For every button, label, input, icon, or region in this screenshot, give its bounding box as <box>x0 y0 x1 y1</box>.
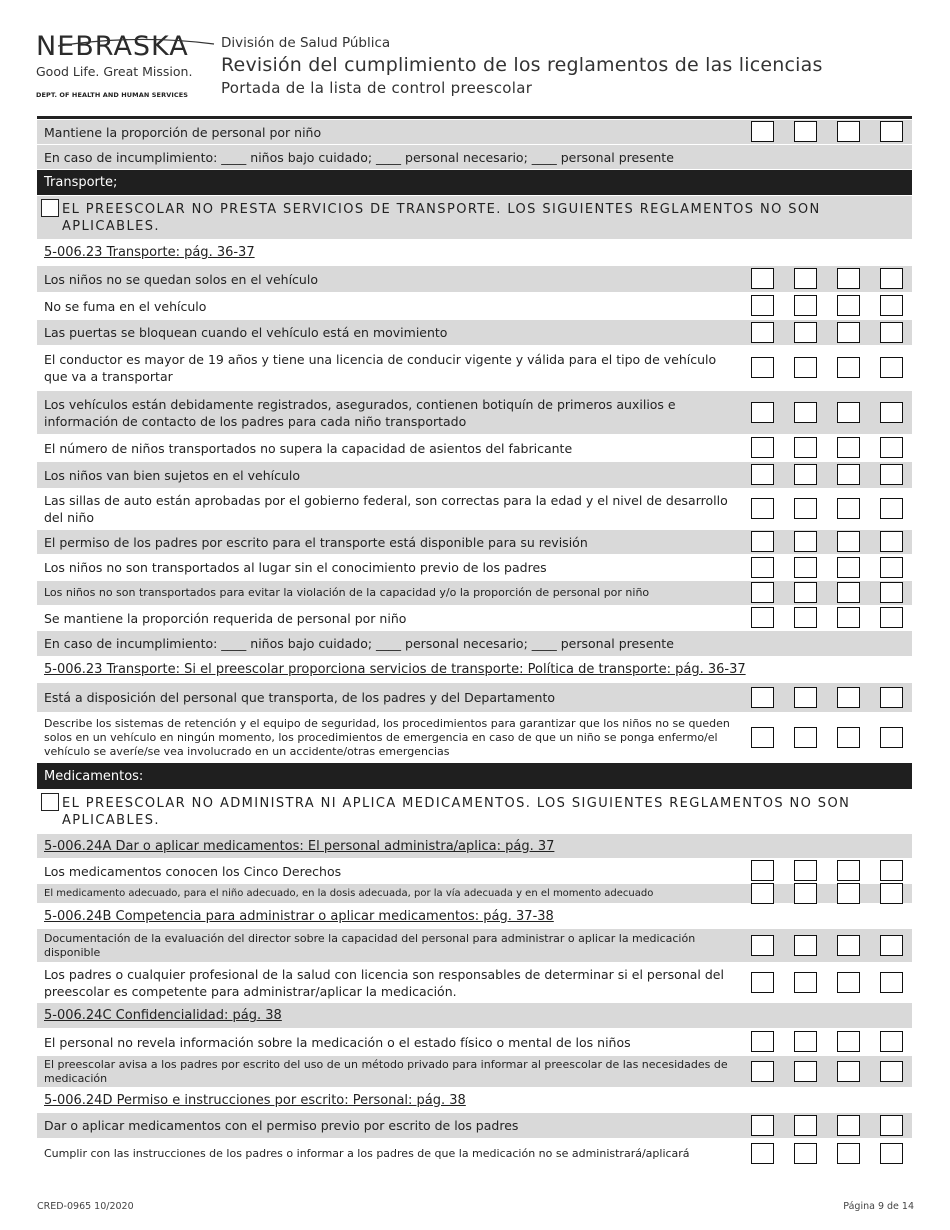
regulation-heading-row <box>37 834 912 859</box>
regulation-link[interactable]: 5-006.24A Dar o aplicar medicamentos: El personal administra/aplica: pág. 37 <box>44 838 555 854</box>
compliance-checkbox-1[interactable] <box>751 268 774 289</box>
compliance-checkbox-1[interactable] <box>751 1143 774 1164</box>
checklist-row <box>37 1029 912 1056</box>
checklist-row <box>37 884 912 904</box>
compliance-checkbox-3[interactable] <box>837 322 860 343</box>
checklist-row <box>37 391 912 435</box>
row-text: EL PREESCOLAR NO ADMINISTRA NI APLICA MEDICAMENTOS. LOS SIGUIENTES REGLAMENTOS NO SON APLICABLES. <box>62 795 851 828</box>
compliance-checkbox-2[interactable] <box>794 557 817 578</box>
compliance-checkbox-group <box>751 322 906 344</box>
compliance-checkbox-2[interactable] <box>794 531 817 552</box>
compliance-checkbox-1[interactable] <box>751 357 774 378</box>
compliance-checkbox-3[interactable] <box>837 402 860 423</box>
row-text: Las puertas se bloquean cuando el vehículo está en movimiento <box>44 325 448 340</box>
compliance-checkbox-1[interactable] <box>751 295 774 316</box>
checklist-row <box>37 963 912 1003</box>
document-header <box>221 34 823 98</box>
compliance-checkbox-3[interactable] <box>837 860 860 881</box>
compliance-checkbox-3[interactable] <box>837 1031 860 1052</box>
row-text: Mantiene la proporción de personal por niño <box>44 124 322 140</box>
checklist-row <box>37 859 912 884</box>
compliance-checkbox-1[interactable] <box>751 1115 774 1136</box>
compliance-checkbox-group <box>751 268 906 290</box>
compliance-checkbox-group <box>751 607 906 629</box>
row-text: Describe los sistemas de retención y el equipo de seguridad, los procedimientos para garantizar que los niños no se queden solos en un vehículo en ningún momento, los procedimientos de emergencia en caso de que un niño se ponga enfermo/el vehículo se averíe/se vea involucrado en un accidente/otras emergencias <box>44 716 730 758</box>
compliance-checkbox-1[interactable] <box>751 1061 774 1082</box>
compliance-checkbox-2[interactable] <box>794 582 817 603</box>
compliance-checkbox-group <box>751 582 906 604</box>
compliance-checkbox-3[interactable] <box>837 295 860 316</box>
compliance-checkbox-group <box>751 1115 906 1137</box>
row-text: Los medicamentos conocen los Cinco Derechos <box>44 863 342 879</box>
regulation-link[interactable]: 5-006.24B Competencia para administrar o aplicar medicamentos: pág. 37-38 <box>44 908 554 924</box>
checklist-row <box>37 1113 912 1139</box>
compliance-checkbox-4[interactable] <box>880 498 903 519</box>
compliance-checkbox-3[interactable] <box>837 464 860 485</box>
compliance-checkbox-3[interactable] <box>837 935 860 956</box>
compliance-checkbox-2[interactable] <box>794 121 817 142</box>
regulation-link[interactable]: 5-006.23 Transporte: Si el preescolar proporciona servicios de transporte: Política de transporte: pág. 36-37 <box>44 662 746 677</box>
compliance-checkbox-4[interactable] <box>880 727 903 748</box>
regulation-heading-row <box>37 240 912 266</box>
compliance-checkbox-3[interactable] <box>837 357 860 378</box>
row-text: El preescolar avisa a los padres por escrito del uso de un método privado para informar al preescolar de las necesidades de medicación <box>44 1057 728 1085</box>
compliance-checkbox-group <box>751 557 906 579</box>
regulation-link[interactable]: 5-006.23 Transporte: pág. 36-37 <box>44 245 255 260</box>
row-text: El medicamento adecuado, para el niño adecuado, en la dosis adecuada, por la vía adecuada y en el momento adecuado <box>44 888 654 899</box>
compliance-checkbox-4[interactable] <box>880 1115 903 1136</box>
compliance-checkbox-4[interactable] <box>880 607 903 628</box>
row-text: Las sillas de auto están aprobadas por el gobierno federal, son correctas para la edad y el nivel de desarrollo del niño <box>44 493 728 525</box>
compliance-checkbox-4[interactable] <box>880 322 903 343</box>
checklist-row <box>37 196 912 240</box>
compliance-checkbox-4[interactable] <box>880 687 903 708</box>
regulation-link[interactable]: 5-006.24C Confidencialidad: pág. 38 <box>44 1008 282 1023</box>
compliance-checkbox-4[interactable] <box>880 531 903 552</box>
checklist-row <box>37 1139 912 1170</box>
compliance-checkbox-2[interactable] <box>794 1115 817 1136</box>
checklist-row <box>37 713 912 763</box>
row-text: No se fuma en el vehículo <box>44 298 207 314</box>
regulation-heading-row <box>37 904 912 929</box>
compliance-checkbox-4[interactable] <box>880 1031 903 1052</box>
compliance-checkbox-2[interactable] <box>794 607 817 628</box>
compliance-checkbox-group <box>751 972 906 994</box>
row-text: Transporte; <box>44 175 118 190</box>
checklist-row <box>37 581 912 606</box>
compliance-checkbox-1[interactable] <box>751 860 774 881</box>
compliance-checkbox-1[interactable] <box>751 402 774 423</box>
row-text: Medicamentos: <box>44 768 144 784</box>
checklist-row <box>37 266 912 293</box>
compliance-checkbox-3[interactable] <box>837 1061 860 1082</box>
compliance-checkbox-group <box>751 883 906 905</box>
compliance-checkbox-3[interactable] <box>837 1115 860 1136</box>
compliance-checkbox-2[interactable] <box>794 1061 817 1082</box>
compliance-checkbox-group <box>751 687 906 709</box>
not-applicable-checkbox[interactable] <box>41 199 59 217</box>
checklist-row <box>37 929 912 963</box>
compliance-checkbox-4[interactable] <box>880 121 903 142</box>
compliance-checkbox-3[interactable] <box>837 268 860 289</box>
compliance-checkbox-4[interactable] <box>880 883 903 904</box>
row-text: Se mantiene la proporción requerida de personal por niño <box>44 610 407 626</box>
compliance-checkbox-2[interactable] <box>794 464 817 485</box>
row-text: EL PREESCOLAR NO PRESTA SERVICIOS DE TRANSPORTE. LOS SIGUIENTES REGLAMENTOS NO SON APLICABLES. <box>62 201 821 234</box>
row-text: Cumplir con las instrucciones de los padres o informar a los padres de que la medicación no se administrará/aplicará <box>44 1147 690 1160</box>
compliance-checkbox-4[interactable] <box>880 268 903 289</box>
compliance-checkbox-group <box>751 357 906 379</box>
logo-tagline: Good Life. Great Mission. <box>36 64 193 79</box>
compliance-checkbox-1[interactable] <box>751 557 774 578</box>
compliance-checkbox-4[interactable] <box>880 582 903 603</box>
compliance-checkbox-group <box>751 1061 906 1083</box>
compliance-checkbox-2[interactable] <box>794 402 817 423</box>
compliance-checkbox-1[interactable] <box>751 935 774 956</box>
compliance-checkbox-1[interactable] <box>751 437 774 458</box>
compliance-checkbox-1[interactable] <box>751 322 774 343</box>
checklist-row <box>37 489 912 530</box>
checklist-row <box>37 530 912 555</box>
compliance-checkbox-4[interactable] <box>880 935 903 956</box>
compliance-checkbox-group <box>751 464 906 486</box>
compliance-checkbox-4[interactable] <box>880 972 903 993</box>
compliance-checkbox-4[interactable] <box>880 860 903 881</box>
compliance-checkbox-1[interactable] <box>751 607 774 628</box>
compliance-checkbox-2[interactable] <box>794 1143 817 1164</box>
compliance-checkbox-1[interactable] <box>751 464 774 485</box>
compliance-checkbox-3[interactable] <box>837 687 860 708</box>
checklist-row <box>37 606 912 631</box>
division-name: División de Salud Pública <box>221 35 391 51</box>
compliance-checkbox-group <box>751 1031 906 1053</box>
checklist-row <box>37 435 912 462</box>
logo-department: DEPT. OF HEALTH AND HUMAN SERVICES <box>36 91 189 99</box>
row-text: En caso de incumplimiento: ____ niños bajo cuidado; ____ personal necesario; ____ personal presente <box>44 636 674 651</box>
logo-wordmark: NEBRASKA <box>36 31 189 62</box>
checklist-table <box>37 120 912 1170</box>
page-number: Página 9 de 14 <box>843 1201 914 1212</box>
compliance-checkbox-group <box>751 121 906 143</box>
checklist-row <box>37 790 912 834</box>
checklist-row <box>37 683 912 713</box>
compliance-checkbox-2[interactable] <box>794 687 817 708</box>
row-text: Los padres o cualquier profesional de la salud con licencia son responsables de determinar si el personal del preescolar es competente para administrar/aplicar la medicación. <box>44 966 724 999</box>
compliance-checkbox-2[interactable] <box>794 498 817 519</box>
row-text: El conductor es mayor de 19 años y tiene una licencia de conducir vigente y válida para el tipo de vehículo que va a transportar <box>44 352 717 384</box>
compliance-checkbox-3[interactable] <box>837 1143 860 1164</box>
compliance-checkbox-2[interactable] <box>794 322 817 343</box>
row-text: Documentación de la evaluación del director sobre la capacidad del personal para administrar o aplicar la medicación disponible <box>44 931 696 959</box>
compliance-checkbox-3[interactable] <box>837 121 860 142</box>
page-subtitle: Portada de la lista de control preescolar <box>221 79 533 97</box>
compliance-checkbox-1[interactable] <box>751 727 774 748</box>
compliance-checkbox-4[interactable] <box>880 402 903 423</box>
logo-swoosh-icon <box>56 38 216 48</box>
compliance-checkbox-2[interactable] <box>794 972 817 993</box>
compliance-checkbox-group <box>751 531 906 553</box>
row-text: Los vehículos están debidamente registrados, asegurados, contienen botiquín de primeros auxilios e información de contacto de los padres para cada niño transportado <box>44 396 676 429</box>
compliance-checkbox-2[interactable] <box>794 357 817 378</box>
compliance-checkbox-1[interactable] <box>751 883 774 904</box>
compliance-checkbox-1[interactable] <box>751 582 774 603</box>
compliance-checkbox-3[interactable] <box>837 531 860 552</box>
checklist-row <box>37 346 912 391</box>
compliance-checkbox-1[interactable] <box>751 531 774 552</box>
row-text: Los niños van bien sujetos en el vehículo <box>44 467 301 483</box>
row-text: Los niños no son transportados al lugar sin el conocimiento previo de los padres <box>44 560 547 575</box>
compliance-checkbox-1[interactable] <box>751 121 774 142</box>
compliance-checkbox-1[interactable] <box>751 972 774 993</box>
section-header-row <box>37 170 912 196</box>
compliance-checkbox-group <box>751 727 906 749</box>
header-divider <box>37 116 912 119</box>
compliance-checkbox-group <box>751 437 906 459</box>
row-text: El personal no revela información sobre la medicación o el estado físico o mental de los niños <box>44 1034 631 1050</box>
compliance-checkbox-2[interactable] <box>794 935 817 956</box>
compliance-checkbox-2[interactable] <box>794 860 817 881</box>
compliance-checkbox-4[interactable] <box>880 295 903 316</box>
regulation-heading-row <box>37 1003 912 1029</box>
compliance-checkbox-3[interactable] <box>837 498 860 519</box>
row-text: El permiso de los padres por escrito para el transporte está disponible para su revisión <box>44 534 588 550</box>
checklist-row <box>37 320 912 346</box>
compliance-checkbox-3[interactable] <box>837 557 860 578</box>
compliance-checkbox-2[interactable] <box>794 437 817 458</box>
compliance-checkbox-4[interactable] <box>880 557 903 578</box>
not-applicable-checkbox[interactable] <box>41 793 59 811</box>
checklist-row <box>37 631 912 657</box>
checklist-row <box>37 145 912 170</box>
checklist-row <box>37 120 912 145</box>
nebraska-dhhs-logo <box>36 32 211 112</box>
checklist-row <box>37 462 912 489</box>
compliance-checkbox-3[interactable] <box>837 582 860 603</box>
regulation-heading-row <box>37 1088 912 1113</box>
row-text: Los niños no son transportados para evitar la violación de la capacidad y/o la proporción de personal por niño <box>44 586 650 599</box>
compliance-checkbox-group <box>751 498 906 520</box>
compliance-checkbox-4[interactable] <box>880 437 903 458</box>
page-title: Revisión del cumplimiento de los reglamentos de las licencias <box>221 54 823 76</box>
checklist-row <box>37 1056 912 1088</box>
compliance-checkbox-2[interactable] <box>794 883 817 904</box>
compliance-checkbox-2[interactable] <box>794 268 817 289</box>
compliance-checkbox-4[interactable] <box>880 357 903 378</box>
regulation-link[interactable]: 5-006.24D Permiso e instrucciones por escrito: Personal: pág. 38 <box>44 1092 466 1108</box>
compliance-checkbox-4[interactable] <box>880 1061 903 1082</box>
row-text: Dar o aplicar medicamentos con el permiso previo por escrito de los padres <box>44 1118 519 1133</box>
compliance-checkbox-group <box>751 402 906 424</box>
compliance-checkbox-2[interactable] <box>794 727 817 748</box>
form-id: CRED-0965 10/2020 <box>37 1201 134 1212</box>
compliance-checkbox-3[interactable] <box>837 727 860 748</box>
compliance-checkbox-group <box>751 860 906 882</box>
row-text: Está a disposición del personal que transporta, de los padres y del Departamento <box>44 690 556 705</box>
compliance-checkbox-4[interactable] <box>880 1143 903 1164</box>
row-text: El número de niños transportados no supera la capacidad de asientos del fabricante <box>44 440 573 456</box>
section-header-row <box>37 763 912 790</box>
compliance-checkbox-3[interactable] <box>837 437 860 458</box>
compliance-checkbox-group <box>751 295 906 317</box>
row-text: En caso de incumplimiento: ____ niños bajo cuidado; ____ personal necesario; ____ personal presente <box>44 149 674 165</box>
compliance-checkbox-1[interactable] <box>751 687 774 708</box>
compliance-checkbox-group <box>751 1143 906 1165</box>
checklist-row <box>37 293 912 320</box>
compliance-checkbox-4[interactable] <box>880 464 903 485</box>
compliance-checkbox-3[interactable] <box>837 883 860 904</box>
compliance-checkbox-2[interactable] <box>794 1031 817 1052</box>
compliance-checkbox-1[interactable] <box>751 1031 774 1052</box>
compliance-checkbox-2[interactable] <box>794 295 817 316</box>
regulation-heading-row <box>37 657 912 683</box>
compliance-checkbox-3[interactable] <box>837 607 860 628</box>
compliance-checkbox-group <box>751 935 906 957</box>
checklist-row <box>37 555 912 581</box>
row-text: Los niños no se quedan solos en el vehículo <box>44 271 318 287</box>
compliance-checkbox-3[interactable] <box>837 972 860 993</box>
compliance-checkbox-1[interactable] <box>751 498 774 519</box>
